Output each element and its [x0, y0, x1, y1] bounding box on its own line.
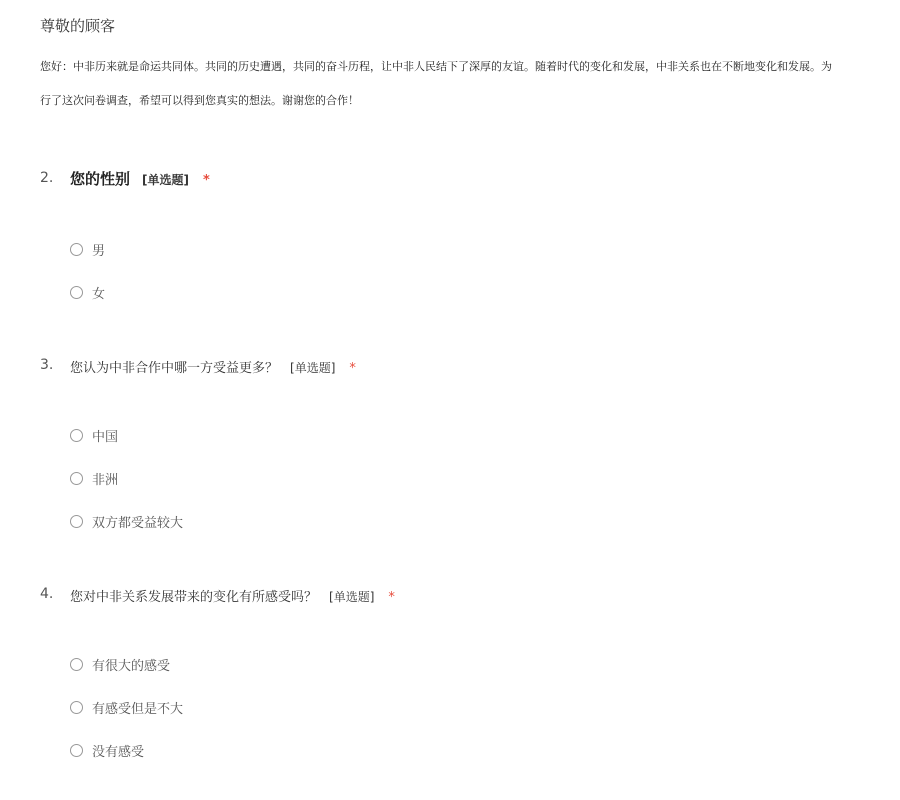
question-feeling: [40, 586, 900, 606]
survey-intro-line-2: 行了这次问卷调查，希望可以得到您真实的想法。谢谢您的合作！: [40, 94, 359, 107]
question-number: 2.: [40, 170, 54, 186]
question-title-wrap: [70, 168, 210, 189]
question-beneficiary: [40, 357, 900, 377]
radio-button[interactable]: [70, 243, 83, 256]
option-both[interactable]: [70, 511, 183, 531]
radio-button[interactable]: [70, 472, 83, 485]
survey-intro-line-1: 您好：中非历来就是命运共同体。共同的历史遭遇，共同的奋斗历程，让中非人民结下了深厚的友谊。随着时代的变化和发展，中非关系也在不断地变化和发展。为: [40, 60, 832, 73]
option-label: 中国: [92, 429, 119, 445]
option-strong-feeling[interactable]: [70, 654, 170, 674]
question-title: 您认为中非合作中哪一方受益更多？: [70, 361, 279, 376]
question-type-label: [单选题]: [329, 590, 375, 604]
option-male[interactable]: [70, 239, 105, 259]
option-label: 没有感受: [92, 744, 145, 760]
option-female[interactable]: [70, 282, 105, 302]
question-number: 3.: [40, 357, 54, 373]
radio-button[interactable]: [70, 658, 83, 671]
question-title-wrap: [70, 586, 395, 605]
option-label: 非洲: [92, 472, 119, 488]
question-title: 您对中非关系发展带来的变化有所感受吗？: [70, 590, 318, 605]
option-africa[interactable]: [70, 468, 118, 488]
option-no-feeling[interactable]: [70, 740, 144, 760]
radio-button[interactable]: [70, 701, 83, 714]
option-label: 男: [92, 243, 106, 259]
required-mark: *: [388, 590, 395, 605]
option-label: 双方都受益较大: [92, 515, 184, 531]
option-slight-feeling[interactable]: [70, 697, 183, 717]
radio-button[interactable]: [70, 744, 83, 757]
option-china[interactable]: [70, 425, 118, 445]
survey-greeting: 尊敬的顾客: [40, 17, 116, 35]
option-label: 有很大的感受: [92, 658, 171, 674]
radio-button[interactable]: [70, 515, 83, 528]
question-gender: [40, 170, 900, 190]
question-header: [40, 357, 900, 377]
required-mark: *: [203, 173, 210, 188]
radio-button[interactable]: [70, 429, 83, 442]
question-type-label: [单选题]: [290, 361, 336, 375]
question-header: [40, 170, 900, 190]
required-mark: *: [349, 361, 356, 376]
question-header: [40, 586, 900, 606]
question-number: 4.: [40, 586, 54, 602]
option-label: 女: [92, 286, 106, 302]
question-title: 您的性别: [70, 170, 131, 188]
question-type-label: [单选题]: [142, 173, 189, 187]
option-label: 有感受但是不大: [92, 701, 184, 717]
question-title-wrap: [70, 357, 356, 376]
radio-button[interactable]: [70, 286, 83, 299]
